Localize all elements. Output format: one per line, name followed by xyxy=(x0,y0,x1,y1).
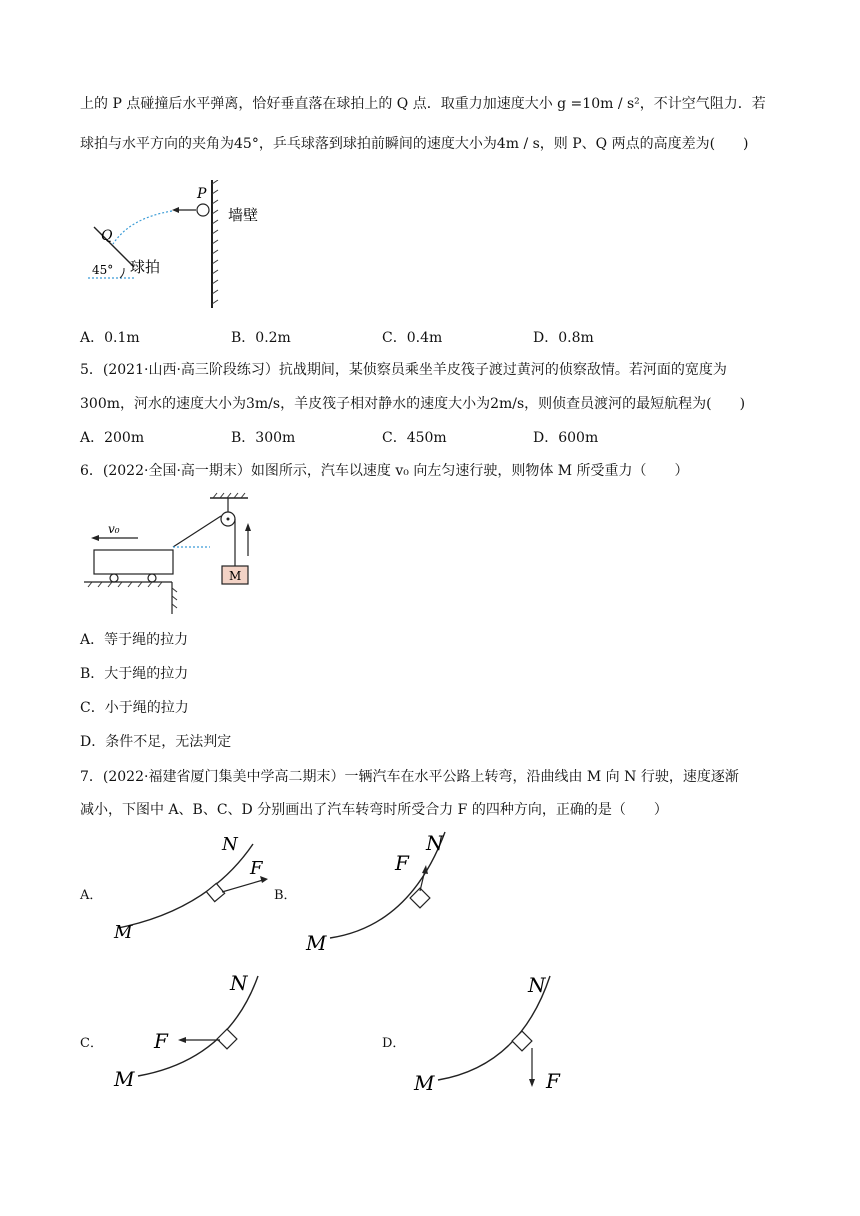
q4-option-b[interactable]: B．0.2m xyxy=(231,330,291,346)
q7-option-a-label[interactable]: A． xyxy=(80,888,103,903)
q7-b-f-label: F xyxy=(395,851,409,875)
wall-label: 墙壁 xyxy=(228,206,259,224)
q7-b-m-label: M xyxy=(306,931,327,955)
q7-option-d-label[interactable]: D． xyxy=(382,1036,406,1051)
q4-option-d[interactable]: D．0.8m xyxy=(533,330,594,346)
point-q-label: Q xyxy=(101,228,113,244)
q6-figure xyxy=(80,492,280,617)
q7-a-m-label: M xyxy=(114,922,133,943)
q7-d-m-label: M xyxy=(414,1071,435,1095)
q6-text-line-1: 6．(2022·全国·高一期末）如图所示，汽车以速度 v₀ 向左匀速行驶，则物体 M 所受重力（ ） xyxy=(80,463,689,479)
q7-a-f-label: F xyxy=(250,858,263,879)
q5-text-line-1: 5．(2021·山西·高三阶段练习）抗战期间，某侦察员乘坐羊皮筏子渡过黄河的侦察敌情。若河面的宽度为 xyxy=(80,362,727,378)
q6-option-b[interactable]: B．大于绳的拉力 xyxy=(80,666,189,682)
q5-text-line-2: 300m，河水的速度大小为3m/s，羊皮筏子相对静水的速度大小为2m/s，则侦查员渡河的最短航程为( ) xyxy=(80,396,746,412)
q7-b-n-label: N xyxy=(426,831,444,855)
q7-a-n-label: N xyxy=(222,834,238,855)
q7-d-f-label: F xyxy=(546,1069,560,1093)
q7-option-b-figure[interactable] xyxy=(300,826,480,956)
angle-label: 45° xyxy=(92,263,114,277)
q7-c-m-label: M xyxy=(114,1067,135,1091)
q5-option-c[interactable]: C．450m xyxy=(382,430,447,446)
q7-option-c-label[interactable]: C． xyxy=(80,1036,103,1051)
racket-label: 球拍 xyxy=(130,258,161,276)
q6-option-c[interactable]: C．小于绳的拉力 xyxy=(80,700,189,716)
q7-text-line-2: 减小，下图中 A、B、C、D 分别画出了汽车转弯时所受合力 F 的四种方向，正确的是（ ） xyxy=(80,802,668,818)
q7-c-n-label: N xyxy=(230,971,248,995)
q7-text-line-1: 7．(2022·福建省厦门集美中学高二期末）一辆汽车在水平公路上转弯，沿曲线由 M 向 N 行驶，速度逐渐 xyxy=(80,769,739,785)
q4-figure xyxy=(80,180,290,315)
q4-option-c[interactable]: C．0.4m xyxy=(382,330,443,346)
velocity-label: v₀ xyxy=(108,522,120,536)
q5-option-a[interactable]: A．200m xyxy=(80,430,145,446)
q4-text-line-1: 上的 P 点碰撞后水平弹离，恰好垂直落在球拍上的 Q 点．取重力加速度大小 g =10m / s²，不计空气阻力．若 xyxy=(80,96,766,112)
q5-option-b[interactable]: B．300m xyxy=(231,430,296,446)
q6-option-a[interactable]: A．等于绳的拉力 xyxy=(80,632,189,648)
q7-option-d-figure[interactable] xyxy=(410,970,590,1100)
q4-text-line-2: 球拍与水平方向的夹角为45°，乒乓球落到球拍前瞬间的速度大小为4m / s，则 P、Q 两点的高度差为( ) xyxy=(80,136,749,152)
q7-option-c-figure[interactable] xyxy=(108,970,278,1095)
q5-option-d[interactable]: D．600m xyxy=(533,430,599,446)
q7-c-f-label: F xyxy=(154,1029,168,1053)
block-m-label: M xyxy=(229,569,242,583)
q4-option-a[interactable]: A．0.1m xyxy=(80,330,140,346)
q6-option-d[interactable]: D．条件不足，无法判定 xyxy=(80,734,232,750)
q7-d-n-label: N xyxy=(528,973,546,997)
q7-option-a-figure[interactable] xyxy=(108,830,298,950)
point-p-label: P xyxy=(197,186,207,202)
q7-option-b-label[interactable]: B． xyxy=(274,888,297,903)
